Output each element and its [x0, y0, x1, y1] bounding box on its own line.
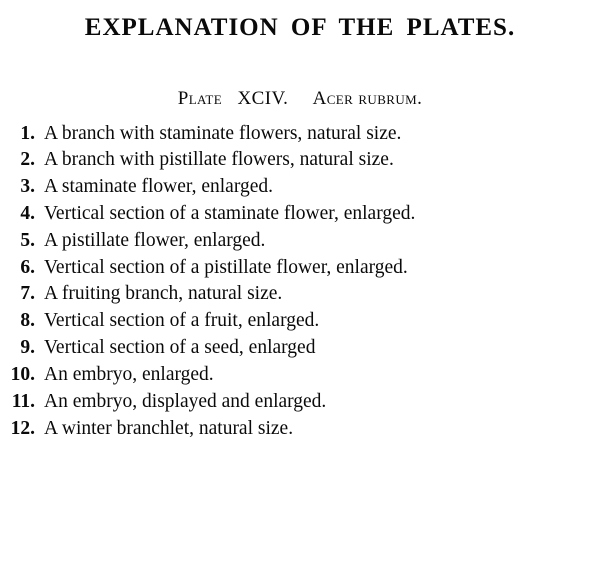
list-item	[0, 308, 600, 335]
list-item-text: A fruiting branch, natural size.	[44, 283, 283, 305]
list-item	[0, 281, 600, 308]
plate-species: Acer rubrum.	[312, 88, 423, 109]
list-item-text: An embryo, displayed and enlarged.	[44, 390, 327, 412]
list-item	[0, 415, 600, 442]
plate-number: XCIV.	[237, 88, 289, 109]
list-item-text: A winter branchlet, natural size.	[44, 417, 294, 439]
plate-label: Plate	[177, 88, 223, 109]
page-title: EXPLANATION OF THE PLATES.	[84, 14, 516, 41]
list-item-number: 12.	[10, 417, 35, 439]
list-item	[0, 147, 600, 174]
list-item-text: A staminate flower, enlarged.	[44, 176, 273, 198]
document-page	[0, 14, 600, 588]
list-item-number: 9.	[20, 337, 35, 359]
list-item-text: A pistillate flower, enlarged.	[44, 229, 266, 251]
list-item	[0, 254, 600, 281]
list-item-number: 5.	[20, 229, 35, 251]
list-item-text: Vertical section of a fruit, enlarged.	[44, 310, 320, 332]
list-item-number: 4.	[20, 202, 35, 224]
list-item-number: 7.	[20, 283, 35, 305]
list-item-number: 6.	[20, 256, 35, 278]
list-item-text: An embryo, enlarged.	[44, 363, 214, 385]
list-item	[0, 174, 600, 201]
list-item-number: 11.	[11, 390, 35, 412]
plate-heading	[0, 88, 600, 110]
list-item	[0, 388, 600, 415]
list-item	[0, 361, 600, 388]
list-item-text: Vertical section of a seed, enlarged	[44, 337, 316, 359]
list-item-number: 1.	[20, 122, 35, 144]
list-item	[0, 120, 600, 147]
list-item	[0, 335, 600, 362]
list-item-text: Vertical section of a staminate flower, enlarged.	[44, 202, 416, 224]
list-item-text: A branch with staminate flowers, natural size.	[44, 122, 402, 144]
list-item-number: 8.	[20, 310, 35, 332]
list-item-number: 3.	[20, 176, 35, 198]
plate-explanation-list	[0, 120, 600, 442]
list-item	[0, 227, 600, 254]
list-item	[0, 200, 600, 227]
list-item-number: 2.	[20, 149, 35, 171]
list-item-text: Vertical section of a pistillate flower, enlarged.	[44, 256, 408, 278]
list-item-text: A branch with pistillate flowers, natural size.	[44, 149, 394, 171]
list-item-number: 10.	[10, 363, 35, 385]
